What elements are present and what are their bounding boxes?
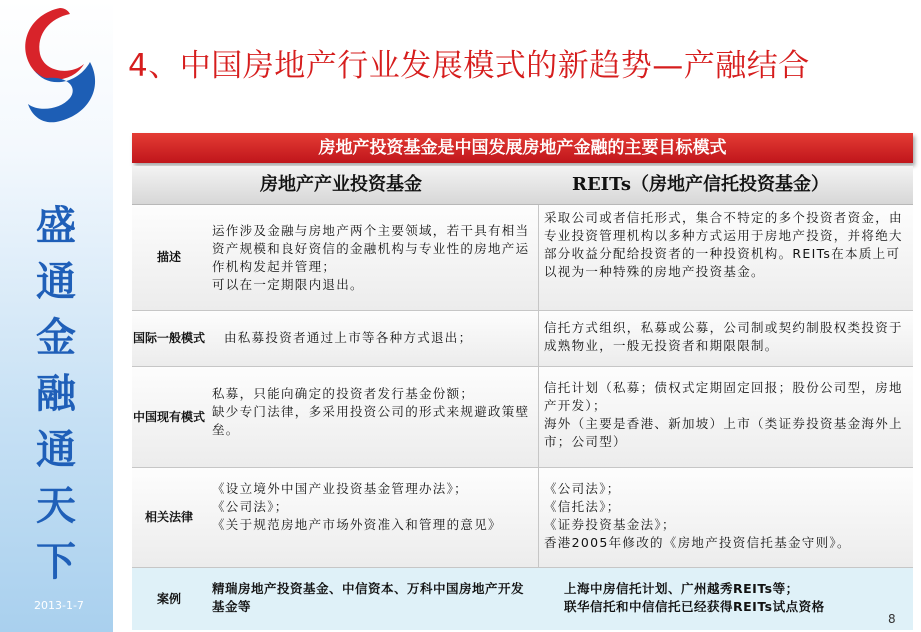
cell-industry-fund [212,480,534,534]
company-logo [8,4,106,132]
cell-line: 《公司法》； [212,499,289,514]
row-label: 国际一般模式 [132,331,205,345]
cell-line: 联华信托和中信信托已经获得REITs试点资格 [564,599,825,614]
cell-industry-fund [212,385,534,439]
table-row-case [132,568,913,630]
cell-line: 《设立境外中国产业投资基金管理办法》； [212,481,468,496]
cell-line: 香港2005年修改的《房地产投资信托基金守则》。 [544,535,851,550]
row-label: 描述 [156,250,181,264]
cell-line: 信托方式组织，私募或公募，公司制或契约制股权类投资于成熟物业，一般无投资者和期限限制。 [544,320,903,353]
column-header-reits: REITs（房地产信托投资基金） [572,174,829,195]
cell-line: 缺少专门法律，多采用投资公司的形式来规避政策壁垒。 [212,404,530,437]
cell-line: 上海中房信托计划、广州越秀REITs等； [564,581,799,596]
slogan-char: 通 [36,258,76,305]
slogan-char: 天 [36,482,76,529]
cell-industry-fund [212,222,534,294]
slogan-char: 盛 [36,202,76,249]
slogan-char: 下 [36,538,76,585]
page-number: 8 [888,612,896,626]
column-divider [538,367,539,467]
column-header-industry-fund: 房地产产业投资基金 [260,174,422,195]
cell-reits [544,480,912,552]
cell-reits [544,209,912,281]
cell-line: 《证券投资基金法》； [544,517,676,532]
slogan-char: 通 [36,426,76,473]
slide-title: 4、中国房地产行业发展模式的新趋势—产融结合 [128,48,810,84]
slogan-char: 金 [36,314,76,361]
cell-line: 精瑞房地产投资基金、中信资本、万科中国房地产开发基金等 [212,581,525,614]
column-divider [538,205,539,310]
cell-line: 《公司法》； [544,481,621,496]
cell-line: 由私募投资者通过上市等各种方式退出； [224,330,473,345]
cell-line: 运作涉及金融与房地产两个主要领域，若干具有相当资产规模和良好资信的金融机构与专业性的房地产运作机构发起并管理； [212,223,530,274]
slogan-vertical [28,198,84,590]
row-label: 案例 [156,591,181,606]
table-row [132,205,913,311]
table-banner: 房地产投资基金是中国发展房地产金融的主要目标模式 [132,133,913,163]
cell-line: 采取公司或者信托形式，集合不特定的多个投资者资金，由专业投资管理机构以多种方式运用于房地产投资，并将绝大部分收益分配给投资者的一种投资机构。REITs在本质上可以视为一种特殊的房地产投资基金。 [544,210,903,279]
cell-reits [564,580,912,616]
column-divider [538,311,539,366]
cell-industry-fund [212,329,534,347]
slide-date: 2013-1-7 [34,599,84,612]
table-row [132,367,913,468]
table-row [132,311,913,367]
sidebar [0,0,113,632]
cell-line: 《关于规范房地产市场外资准入和管理的意见》 [212,517,502,532]
row-label: 中国现有模式 [132,409,205,424]
cell-line: 私募，只能向确定的投资者发行基金份额； [212,386,475,401]
column-divider [538,468,539,567]
cell-line: 海外（主要是香港、新加坡）上市（类证券投资基金海外上市；公司型） [544,416,903,449]
table-row [132,468,913,568]
cell-line: 信托计划（私募；债权式定期固定回报；股份公司型，房地产开发）； [544,380,903,413]
cell-line: 《信托法》； [544,499,621,514]
cell-line: 可以在一定期限内退出。 [212,277,364,292]
row-label: 相关法律 [144,510,193,524]
cell-reits [544,319,912,355]
cell-reits [544,379,912,451]
table-header-row [132,166,913,205]
cell-industry-fund [212,580,534,616]
slogan-char: 融 [36,370,76,417]
